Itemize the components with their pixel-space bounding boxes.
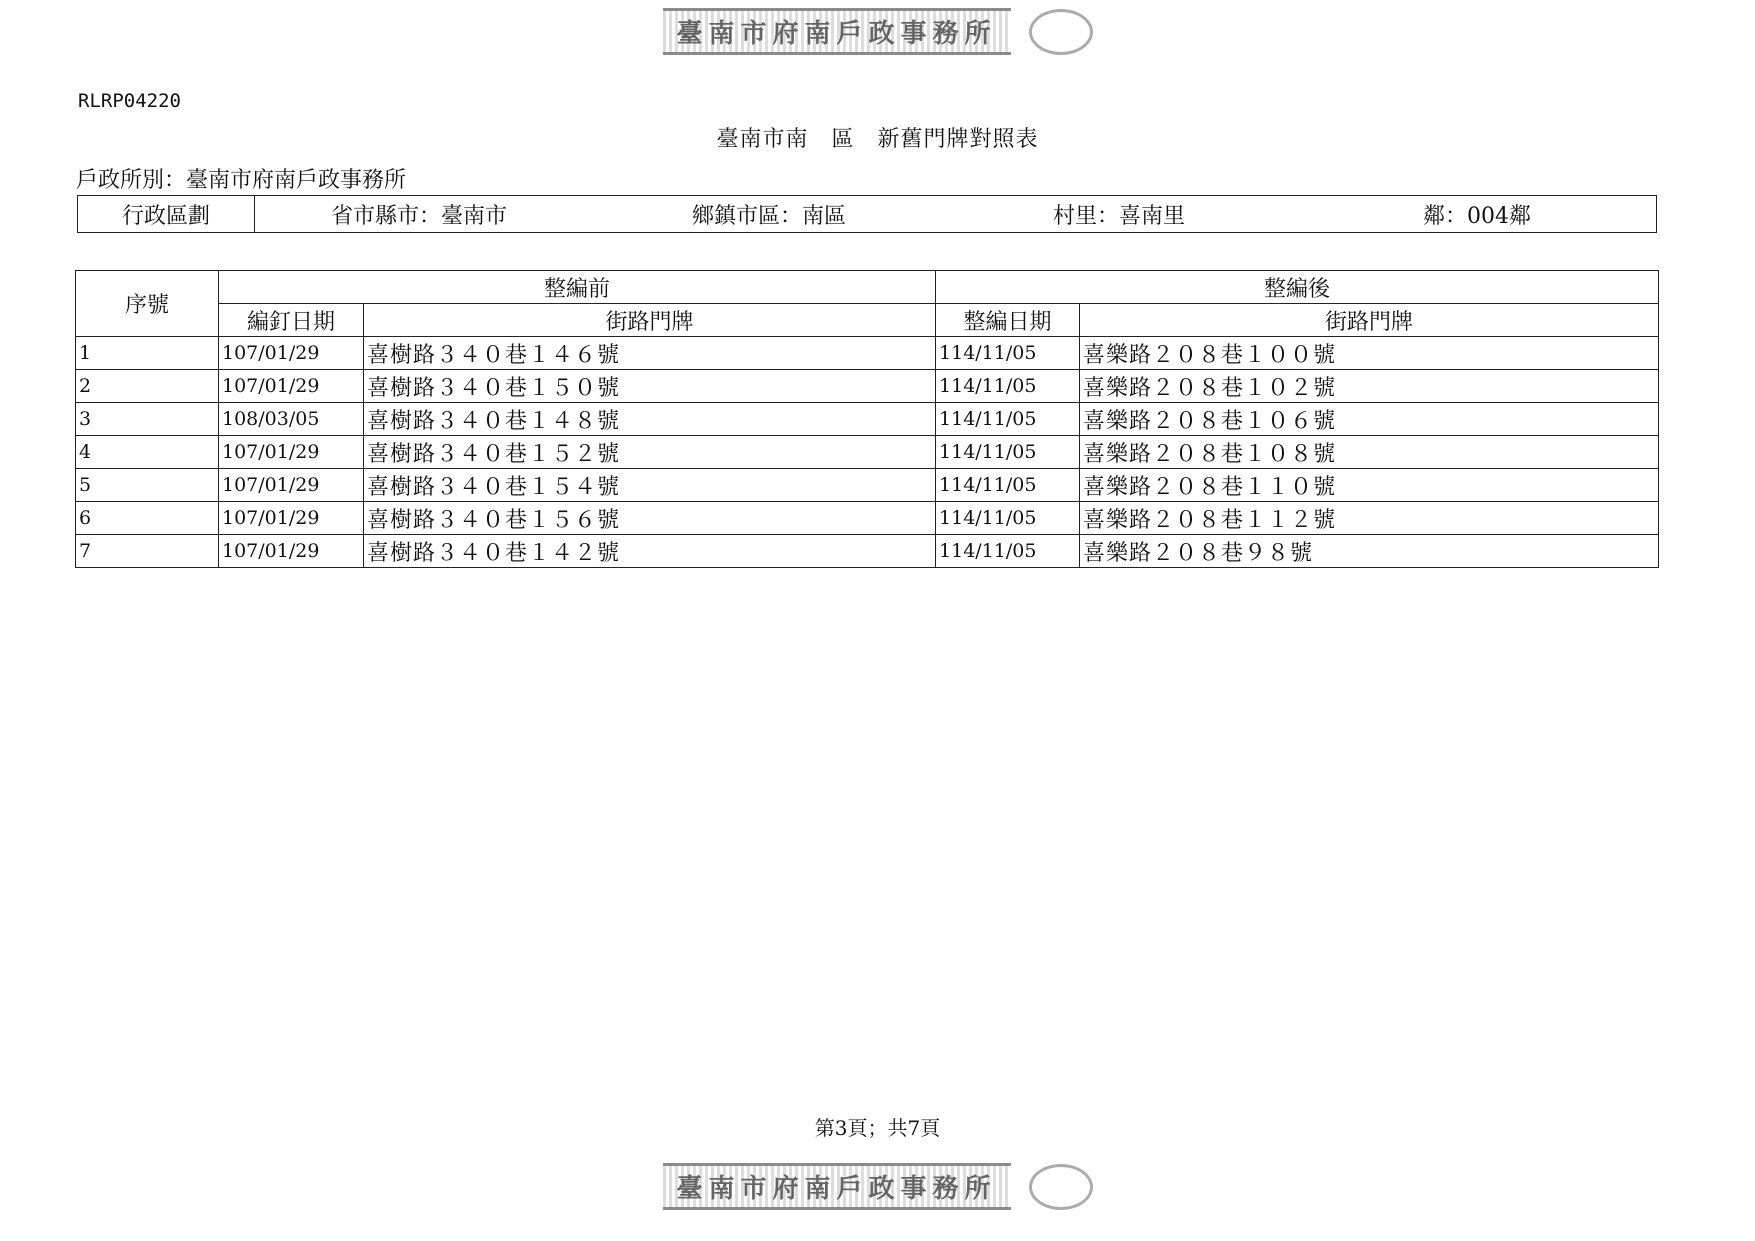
row-new-date: 114/11/05 [936,403,1080,436]
row-new-address: 喜樂路２０８巷１１０號 [1080,469,1659,502]
row-old-date: 108/03/05 [219,403,364,436]
document-title: 臺南市南 區 新舊門牌對照表 [716,127,1039,152]
row-new-address: 喜樂路２０８巷１１２號 [1080,502,1659,535]
row-new-address: 喜樂路２０８巷１０６號 [1080,403,1659,436]
report-code: RLRP04220 [78,90,181,112]
seal-icon [1029,9,1093,55]
row-new-address: 喜樂路２０８巷１０８號 [1080,436,1659,469]
row-old-date: 107/01/29 [219,469,364,502]
page-number: 第3頁；共7頁 [814,1116,941,1140]
header-seq: 序號 [76,271,219,337]
row-seq: 4 [76,436,219,469]
seal-icon [1029,1164,1093,1210]
table-row [76,337,1659,370]
row-new-date: 114/11/05 [936,535,1080,568]
row-new-address: 喜樂路２０８巷１００號 [1080,337,1659,370]
subheader-before-address: 街路門牌 [364,304,936,337]
row-old-address: 喜樹路３４０巷１４２號 [364,535,936,568]
table-row [76,535,1659,568]
stamp-text: 臺南市府南戶政事務所 [662,1163,1010,1210]
row-new-date: 114/11/05 [936,370,1080,403]
row-old-date: 107/01/29 [219,370,364,403]
row-new-address: 喜樂路２０８巷９８號 [1080,535,1659,568]
row-old-address: 喜樹路３４０巷１４８號 [364,403,936,436]
row-seq: 1 [76,337,219,370]
table-row [76,370,1659,403]
row-new-date: 114/11/05 [936,436,1080,469]
row-old-address: 喜樹路３４０巷１５０號 [364,370,936,403]
row-seq: 2 [76,370,219,403]
subheader-after-address: 街路門牌 [1080,304,1659,337]
subheader-before-date: 編釘日期 [219,304,364,337]
table-row [76,502,1659,535]
row-new-date: 114/11/05 [936,469,1080,502]
row-old-date: 107/01/29 [219,436,364,469]
table-row [76,403,1659,436]
row-old-address: 喜樹路３４０巷１５６號 [364,502,936,535]
region-info-box [77,195,1657,233]
row-old-address: 喜樹路３４０巷１４６號 [364,337,936,370]
office-label: 戶政所別：臺南市府南戶政事務所 [76,168,407,193]
top-watermark-stamp [662,8,1092,55]
region-village: 村里：喜南里 [1053,203,1186,229]
stamp-text: 臺南市府南戶政事務所 [662,8,1010,55]
address-mapping-table [75,270,1659,568]
row-seq: 7 [76,535,219,568]
table-row [76,469,1659,502]
row-new-date: 114/11/05 [936,337,1080,370]
row-seq: 6 [76,502,219,535]
subheader-after-date: 整編日期 [936,304,1080,337]
bottom-watermark-stamp [662,1163,1092,1210]
table-row [76,436,1659,469]
row-old-address: 喜樹路３４０巷１５４號 [364,469,936,502]
region-neighborhood: 鄰：004鄰 [1423,203,1531,229]
row-seq: 3 [76,403,219,436]
row-old-date: 107/01/29 [219,337,364,370]
row-old-date: 107/01/29 [219,502,364,535]
region-city: 省市縣市：臺南市 [331,203,508,229]
row-old-address: 喜樹路３４０巷１５２號 [364,436,936,469]
region-district: 鄉鎮市區：南區 [692,203,847,229]
row-new-address: 喜樂路２０８巷１０２號 [1080,370,1659,403]
region-label: 行政區劃 [78,196,255,232]
row-seq: 5 [76,469,219,502]
row-old-date: 107/01/29 [219,535,364,568]
header-after: 整編後 [936,271,1659,304]
row-new-date: 114/11/05 [936,502,1080,535]
header-before: 整編前 [219,271,936,304]
